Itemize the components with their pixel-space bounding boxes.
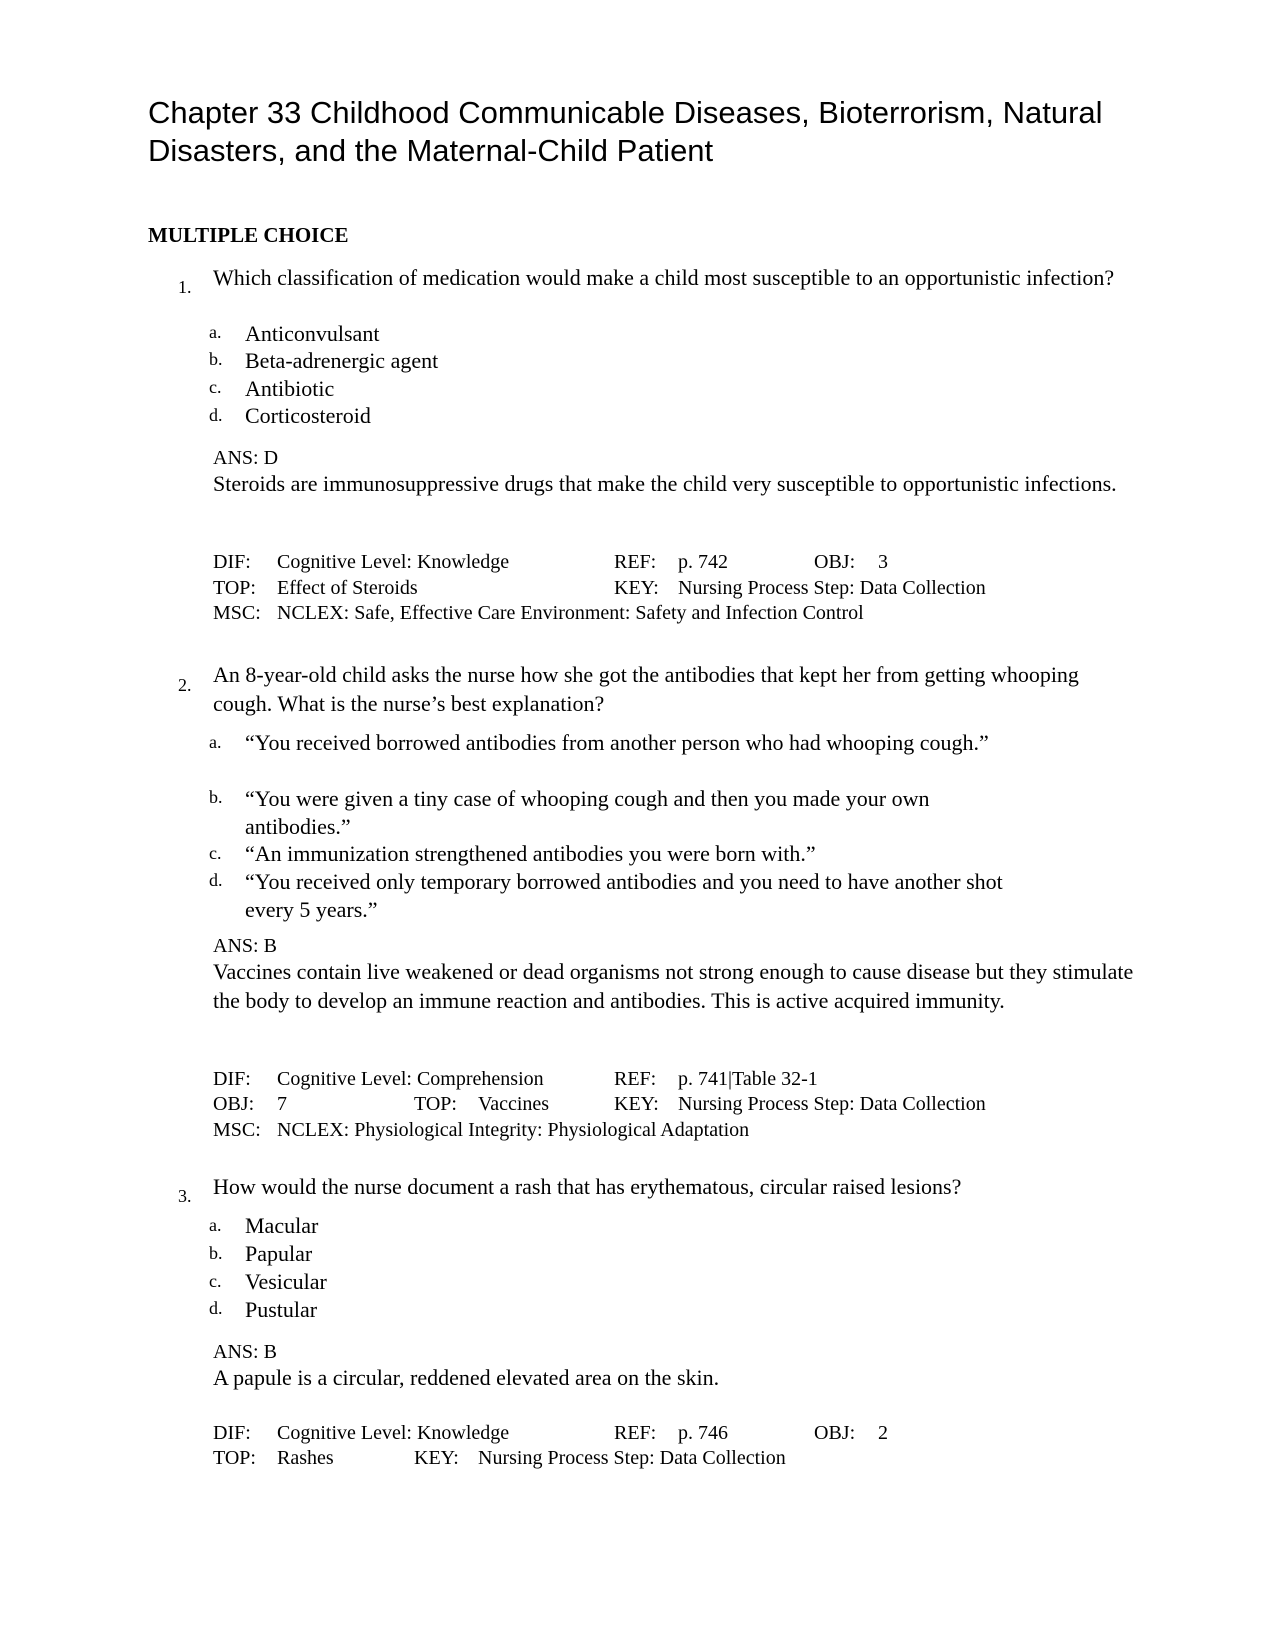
meta-top: Rashes: [277, 1447, 334, 1469]
option-letter: a.: [209, 1215, 222, 1235]
option-text: Corticosteroid: [245, 403, 371, 428]
option-letter: d.: [209, 870, 223, 890]
question-number: 3.: [178, 1186, 192, 1206]
meta-obj: 2: [878, 1422, 888, 1444]
meta-dif: Cognitive Level: Comprehension: [277, 1068, 544, 1090]
meta-label-obj: OBJ:: [213, 1093, 255, 1115]
meta-label-dif: DIF:: [213, 1068, 251, 1090]
answer-key: ANS: B: [213, 935, 277, 957]
answer-key: ANS: B: [213, 1341, 277, 1363]
meta-label-ref: REF:: [614, 1422, 657, 1444]
meta-label-dif: DIF:: [213, 551, 251, 573]
rationale: Steroids are immunosuppressive drugs that make the child very susceptible to opportunistic infections.: [213, 471, 1117, 496]
question-stem: An 8-year-old child asks the nurse how she got the antibodies that kept her from getting whooping cough. What is the nurse’s best explanation?: [213, 662, 1079, 716]
option-letter: b.: [209, 787, 223, 807]
option-letter: b.: [209, 349, 223, 369]
meta-key: Nursing Process Step: Data Collection: [678, 1093, 986, 1115]
question-stem: Which classification of medication would make a child most susceptible to an opportunistic infection?: [213, 265, 1115, 290]
meta-ref: p. 746: [678, 1422, 728, 1444]
option-text: Papular: [245, 1241, 313, 1266]
meta-label-key: KEY:: [614, 577, 659, 599]
option-text: Vesicular: [245, 1269, 327, 1294]
section-heading: MULTIPLE CHOICE: [148, 223, 349, 247]
option-text: Antibiotic: [245, 376, 335, 401]
meta-top: Vaccines: [478, 1093, 550, 1115]
meta-obj: 3: [878, 551, 888, 573]
meta-ref: p. 742: [678, 551, 728, 573]
option-letter: a.: [209, 322, 222, 342]
option-text: “You received only temporary borrowed antibodies and you need to have another shot every 5 years.”: [245, 869, 1003, 922]
meta-label-msc: MSC:: [213, 602, 261, 624]
meta-top: Effect of Steroids: [277, 577, 418, 599]
meta-msc: NCLEX: Safe, Effective Care Environment: Safety and Infection Control: [277, 602, 864, 624]
answer-key: ANS: D: [213, 447, 279, 469]
meta-label-dif: DIF:: [213, 1422, 251, 1444]
meta-label-ref: REF:: [614, 1068, 657, 1090]
meta-obj: 7: [277, 1093, 287, 1115]
meta-label-msc: MSC:: [213, 1119, 261, 1141]
chapter-title: Chapter 33 Childhood Communicable Diseases, Bioterrorism, Natural Disasters, and the Maternal-Child Patient: [148, 95, 1103, 168]
meta-label-obj: OBJ:: [814, 551, 856, 573]
rationale: A papule is a circular, reddened elevated area on the skin.: [213, 1365, 720, 1390]
option-text: “You were given a tiny case of whooping cough and then you made your own antibodies.”: [245, 786, 930, 839]
question-number: 2.: [178, 675, 192, 695]
option-text: Beta-adrenergic agent: [245, 348, 439, 373]
option-text: “You received borrowed antibodies from another person who had whooping cough.”: [245, 730, 989, 755]
option-text: Macular: [245, 1213, 319, 1238]
meta-ref: p. 741|Table 32-1: [678, 1068, 818, 1090]
meta-label-key: KEY:: [614, 1093, 659, 1115]
question-stem: How would the nurse document a rash that has erythematous, circular raised lesions?: [213, 1174, 962, 1199]
option-letter: d.: [209, 405, 223, 425]
meta-label-key: KEY:: [414, 1447, 459, 1469]
meta-dif: Cognitive Level: Knowledge: [277, 1422, 510, 1444]
meta-key: Nursing Process Step: Data Collection: [678, 577, 986, 599]
option-letter: c.: [209, 1271, 222, 1291]
option-text: “An immunization strengthened antibodies you were born with.”: [245, 841, 816, 866]
meta-msc: NCLEX: Physiological Integrity: Physiological Adaptation: [277, 1119, 750, 1141]
option-letter: d.: [209, 1298, 223, 1318]
question-number: 1.: [178, 277, 192, 297]
option-letter: c.: [209, 843, 222, 863]
meta-label-top: TOP:: [213, 1447, 256, 1469]
option-text: Anticonvulsant: [245, 321, 380, 346]
meta-label-top: TOP:: [213, 577, 256, 599]
meta-label-obj: OBJ:: [814, 1422, 856, 1444]
meta-key: Nursing Process Step: Data Collection: [478, 1447, 786, 1469]
option-text: Pustular: [245, 1297, 318, 1322]
option-letter: a.: [209, 732, 222, 752]
option-letter: b.: [209, 1243, 223, 1263]
option-letter: c.: [209, 377, 222, 397]
rationale: Vaccines contain live weakened or dead organisms not strong enough to cause disease but they stimulate the body to develop an immune reaction and antibodies. This is active acquired immunity.: [213, 959, 1134, 1013]
meta-dif: Cognitive Level: Knowledge: [277, 551, 510, 573]
meta-label-top: TOP:: [414, 1093, 457, 1115]
meta-label-ref: REF:: [614, 551, 657, 573]
